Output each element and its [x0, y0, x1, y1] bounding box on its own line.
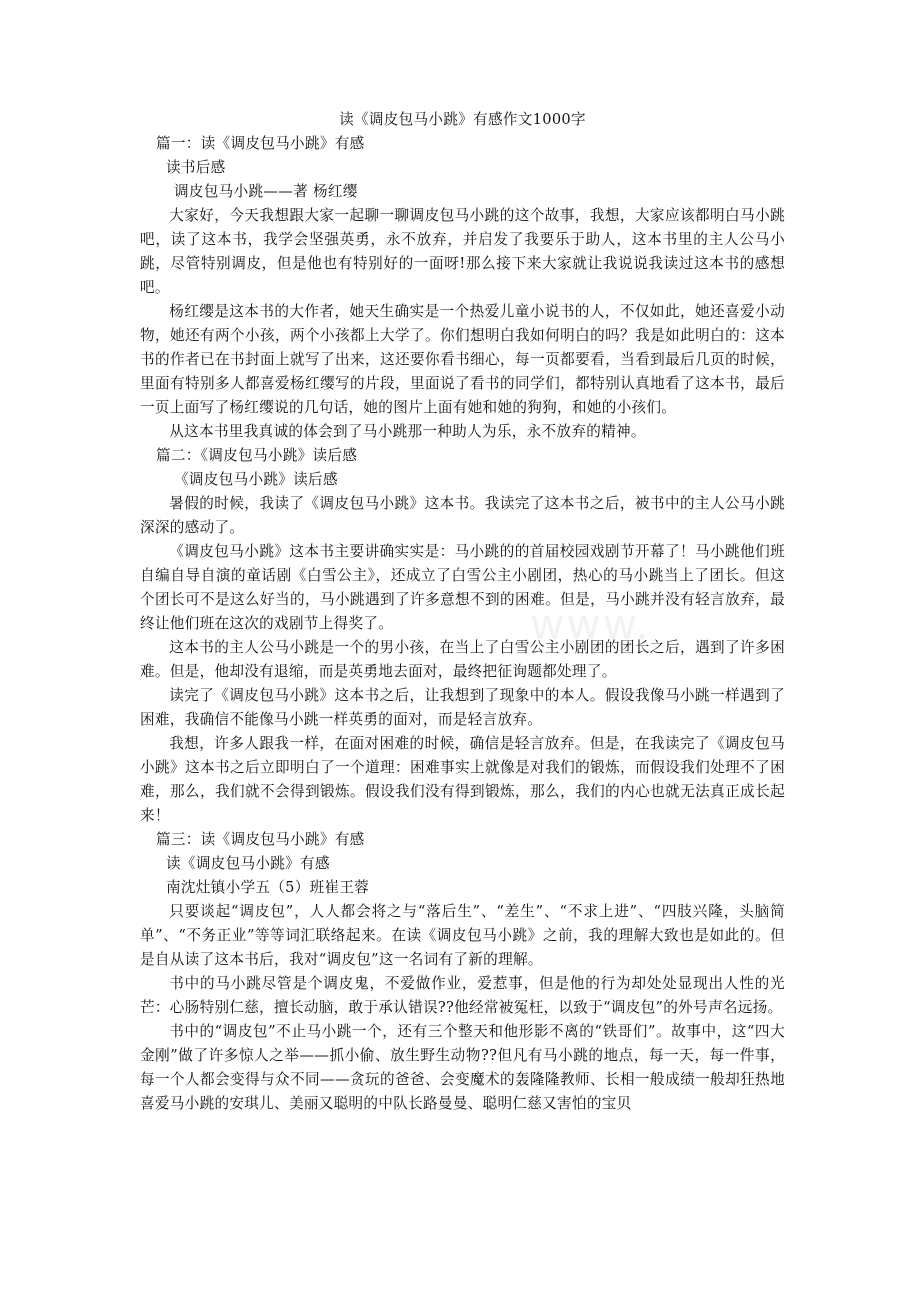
section3-paragraph: 书中的马小跳尽管是个调皮鬼，不爱做作业，爱惹事，但是他的行为却处处显现出人性的光芒：心肠特别仁慈，擅长动脑，敢于承认错误??他经常被冤枉，以致于“调皮包”的外号声名远扬。	[140, 975, 785, 1016]
section1-author: 调皮包马小跳——著 杨红缨	[174, 183, 358, 200]
watermark: www.	[530, 600, 651, 649]
section1-paragraph: 大家好，今天我想跟大家一起聊一聊调皮包马小跳的这个故事，我想，大家应该都明白马小跳吧，读了这本书，我学会坚强英勇，永不放弃，并启发了我要乐于助人，这本书里的主人公马小跳，尽管特别调皮，但是他也有特别好的一面呀!那么接下来大家就让我说说我读过这本书的感想吧。	[140, 207, 785, 296]
section3-subtitle: 读《调皮包马小跳》有感	[166, 855, 330, 872]
section3-paragraph: 书中的“调皮包”不止马小跳一个，还有三个整天和他形影不离的“铁哥们”。故事中，这“四大金刚”做了许多惊人之举——抓小偷、放生野生动物??但凡有马小跳的地点，每一天，每一件事，每一个人都会变得与众不同——贪玩的爸爸、会变魔术的轰隆隆教师、长相一般成绩一般却狂热地喜爱马小跳的安琪儿、美丽又聪明的中队长路曼曼、聪明仁慈又害怕的宝贝	[140, 1023, 785, 1112]
section2-paragraph: 暑假的时候，我读了《调皮包马小跳》这本书。我读完了这本书之后，被书中的主人公马小跳深深的感动了。	[140, 495, 785, 536]
section2-paragraph: 读完了《调皮包马小跳》这本书之后，让我想到了现象中的本人。假设我像马小跳一样遇到了困难，我确信不能像马小跳一样英勇的面对，而是轻言放弃。	[140, 687, 785, 728]
section3-paragraph: 只要谈起“调皮包”，人人都会将之与“落后生”、“差生”、“不求上进”、“四肢兴隆，头脑简单”、“不务正业”等等词汇联络起来。在读《调皮包马小跳》之前，我的理解大致也是如此的。但是自从读了这本书后，我对“调皮包”这一名词有了新的理解。	[140, 903, 785, 968]
section2-paragraph: 我想，许多人跟我一样，在面对困难的时候，确信是轻言放弃。但是，在我读完了《调皮包马小跳》这本书之后立即明白了一个道理：困难事实上就像是对我们的锻炼，而假设我们处理不了困难，那么，我们就不会得到锻炼。假设我们没有得到锻炼，那么，我们的内心也就无法真正成长起来！	[140, 735, 785, 824]
section3-heading: 篇三：读《调皮包马小跳》有感	[156, 831, 365, 848]
section1-subtitle: 读书后感	[166, 159, 226, 176]
section2-heading: 篇二：《调皮包马小跳》读后感	[156, 447, 358, 464]
section2-paragraph: 这本书的主人公马小跳是一个的男小孩，在当上了白雪公主小剧团的团长之后，遇到了许多困难。但是，他却没有退缩，而是英勇地去面对，最终把征询题都处理了。	[140, 639, 785, 680]
section1-paragraph: 杨红缨是这本书的大作者，她天生确实是一个热爱儿童小说书的人，不仅如此，她还喜爱小动物，她还有两个小孩，两个小孩都上大学了。你们想明白我如何明白的吗？我是如此明白的：这本书的作者已在书封面上就写了出来，这还要你看书细心，每一页都要看，当看到最后几页的时候，里面有特别多人都喜爱杨红缨写的片段，里面说了看书的同学们，都特别认真地看了这本书，最后一页上面写了杨红缨说的几句话，她的图片上面有她和她的狗狗，和她的小孩们。	[140, 303, 785, 416]
section1-heading: 篇一：读《调皮包马小跳》有感	[156, 135, 365, 152]
section2-paragraph: 《调皮包马小跳》这本书主要讲确实实是：马小跳的的首届校园戏剧节开幕了！马小跳他们班自编自导自演的童话剧《白雪公主》，还成立了白雪公主小剧团，热心的马小跳当上了团长。但这个团长可不是这么好当的，马小跳遇到了许多意想不到的困难。但是，马小跳并没有轻言放弃，最终让他们班在这次的戏剧节上得奖了。	[140, 543, 785, 632]
document-body	[140, 108, 785, 1116]
document-title: 读《调皮包马小跳》有感作文1000字	[339, 111, 586, 128]
section1-paragraph: 从这本书里我真诚的体会到了马小跳那一种助人为乐，永不放弃的精神。	[169, 423, 646, 440]
section3-author: 南沈灶镇小学五（5）班崔王蓉	[166, 879, 370, 896]
section2-subtitle: 《调皮包马小跳》读后感	[174, 471, 338, 488]
